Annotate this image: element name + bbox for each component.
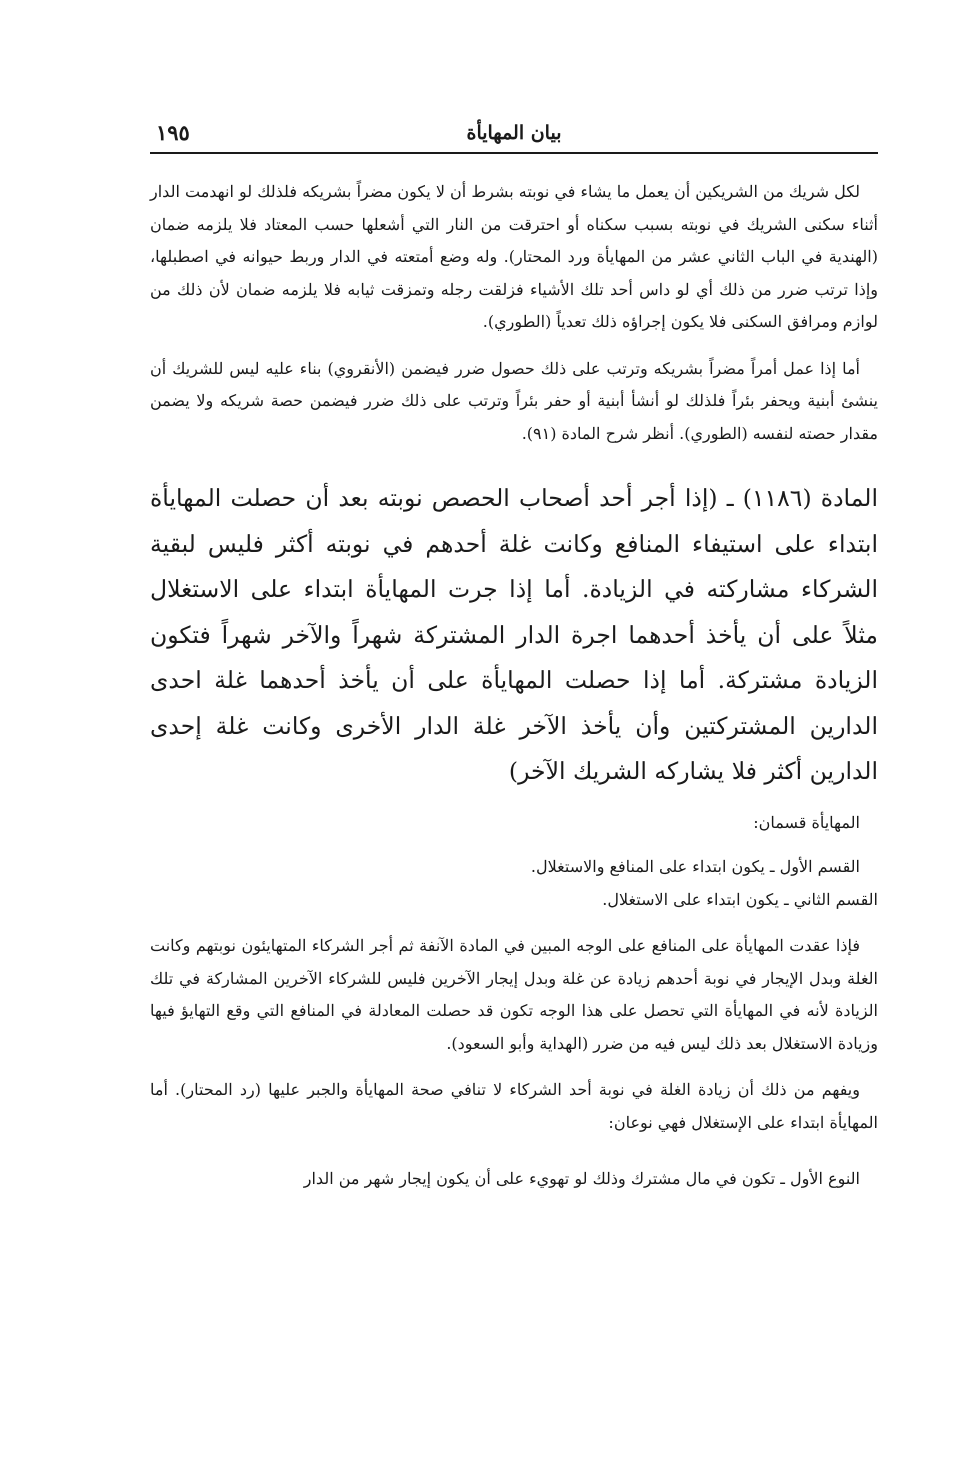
running-header — [150, 118, 878, 154]
paragraph-9: النوع الأول ـ تكون في مال مشترك وذلك لو تهويء على أن يكون إيجار شهر من الدار — [303, 1169, 860, 1188]
paragraph-1: لكل شريك من الشريكين أن يعمل ما يشاء في نوبته بشرط أن لا يكون مضراً بشريكه فلذلك لو انهدمت الدار أثناء سكنى الشريك في نوبته بسبب سكناه أو احترقت من النار التي أشعلها حسب المعتاد فلا يلزمه ضمان (الهندية في الباب الثاني عشر من المهايأة ورد المحتار). وله وضع أمتعته في الدار وربط حيوانه في اصطبلها، وإذا ترتب ضرر من ذلك أي لو داس أحد تلك الأشياء فزلقت رجله وتمزقت ثيابه فلا يلزمه ضمان لأن ذلك من لوازم ومرافق السكنى فلا يكون إجراؤه ذلك تعدياً (الطوري). — [150, 182, 879, 331]
chapter-title: بيان المهايأة — [466, 122, 562, 144]
paragraph-second-type: القسم الثاني ـ يكون ابتداء على الاستغلال. — [602, 889, 878, 909]
page-number: ١٩٥ — [156, 120, 190, 145]
paragraph-7: فإذا عقدت المهايأة على المنافع على الوجه المبين في المادة الآنفة ثم أجر الشركاء المتهايئون نوبتهم وكانت الغلة وبدل الإيجار في نوبة أحدهم زيادة عن غلة وبدل إيجار الآخرين فليس للشركاء الآخرين المشاركة في تلك الزيادة لأنه في المهايأة التي تحصل على هذا الوجه تكون قد حصلت المعادلة في المنافع التي وقع التهايؤ فيها وزيادة الاستغلال بعد ذلك ليس فيه من ضرر (الهداية وأبو السعود). — [150, 936, 879, 1053]
paragraph-types-heading: المهايأة قسمان: — [753, 812, 860, 832]
paragraph-first-type: القسم الأول ـ يكون ابتداء على المنافع والاستغلال. — [530, 857, 860, 876]
paragraph-2: أما إذا عمل أمراً مضراً بشريكه وترتب على ذلك حصول ضرر فيضمن (الأنقروي) بناء عليه ليس للشريك أن ينشئ أبنية ويحفر بئراً فلذلك لو أنشأ أبنية أو حفر بئراً وترتب على ذلك ضرر فيضمن حصة شريكه ولا يضمن مقدار حصته لنفسه (الطوري). أنظر شرح المادة (٩١). — [150, 358, 878, 443]
book-page — [150, 118, 878, 1458]
paragraph-8: ويفهم من ذلك أن زيادة الغلة في نوبة أحد الشركاء لا تنافي صحة المهايأة والجبر عليها (رد المحتار). أما المهايأة ابتداء على الإستغلال فهي نوعان: — [150, 1080, 878, 1132]
article-1186-text: المادة (١١٨٦) ـ (إذا أجر أحد أصحاب الحصص نوبته بعد أن حصلت المهايأة ابتداء على استيفاء المنافع وكانت غلة أحدهم في نوبته أكثر فليس لبقية الشركاء مشاركته في الزيادة. أما إذا جرت المهايأة ابتداء على الاستغلال مثلاً على أن يأخذ أحدهما اجرة الدار المشتركة شهراً والآخر شهراً فتكون الزيادة مشتركة. أما إذا حصلت المهايأة على أن يأخذ أحدهما غلة احدى الدارين المشتركتين وأن يأخذ الآخر غلة الدار الأخرى وكانت غلة إحدى الدارين أكثر فلا يشاركه الشريك الآخر) — [150, 484, 878, 785]
